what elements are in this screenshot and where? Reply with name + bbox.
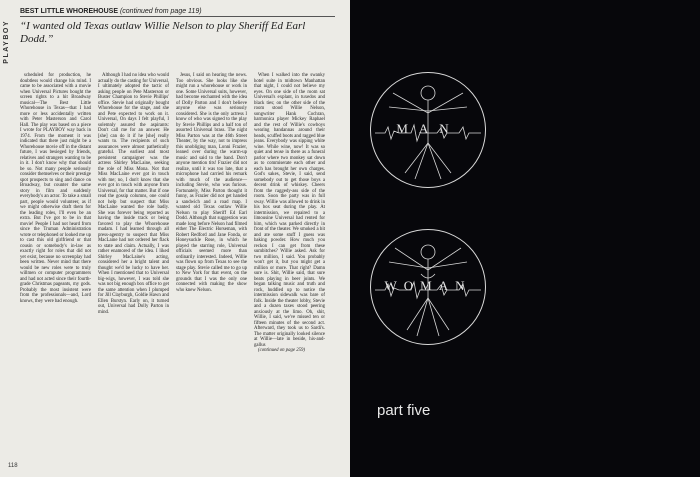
- column-1-text: scheduled for production, he doubtless would change his mind. I came to be associated with a movie when Universal Pictures bought the screen rights to a hit Broadway musical—The Best Little Whorehouse in Texas—that I had more or less accidentally written with Peter Masterson and Carol Hall. The play was based on a piece I wrote for PLAYBOY way back in 1974. From the moment it was indicated that there just might be a Whorehouse movie off in the distant future, I was besieged by friends, relatives and strangers wanting to be in it. I don't know why that should be so. Not many people seriously consider themselves or their prestige spot prospects to sing and dance on Broadway, but counter the same story in film and suddenly everybody's an actor. To take a small part, people would volunteer, as if we might otherwise draft them for the leading roles, I'll even be an extra. But I've got to be in that movie! People I had not heard from since the Truman Administration wrote or telephoned or looked me up to cast this old girlfriend or that cousin or somebody's in-law as exactly right for roles that did not yet exist, because no screenplay had been written. Never mind that there would be new roles were to truly willmen or computer programmers and had not acted since their fourth-grade Christmas pageants, my gods. Probably the most insistent were from the professionals—and, Lord knows, they were bad enough.: [20, 73, 91, 304]
- text-column-3: [176, 73, 247, 293]
- text-column-1: [20, 73, 91, 304]
- woman-label: WOMAN: [384, 278, 472, 293]
- part-label: part five: [377, 402, 431, 419]
- text-column-4: [254, 73, 325, 354]
- pull-quote: “I wanted old Texas outlaw Willie Nelson to play Sheriff Ed Earl Dodd.”: [20, 20, 306, 45]
- article-title: BEST LITTLE WHOREHOUSE: [20, 8, 118, 15]
- woman-figure-circle: [370, 229, 486, 345]
- right-page: [350, 0, 700, 477]
- magazine-spine-label: PLAYBOY: [3, 20, 10, 64]
- column-2-text: Although I had no idea who would actually do the casting for Universal, I ultimately adopted the tactic of asking people on Pete Masterson or Buster Champion to Stevie Phillips' office. Stevie had originally bought Whorehouse for the stage, and she and Pete expected to work on it. Universal, On days I felt playful, I solemnly assured the aspirants: Don't call me for an answer. He [she] can do it if he [she] really wants to. The recipients of such assurances were almost pathetically grateful. The earliest and most persistent campaigner was the actress Shirley MacLaine, seeking the role of Miss Mona. Not that Miss MacLaine ever got in touch with me; no, I don't know that she ever got in touch with anyone from Universal, for that matter. But if one read the gossip columns, one could not help but suspect that Miss MacLaine wanted the role badly. She was forever being reported as having the inside track or being favored to play the Whorehouse madam. I had learned through all press-agentry to suspect that Miss MacLaine had not ordered her flack to state and claim. Actually, I was rather enamored of the idea. I liked Shirley MacLaine's acting, considered her a bright talent and thought we'd be lucky to have her. When I mentioned that to Universal big-wigs, however, I was told she was not big enough box office to get the same attention when I plumped for Jill Clayburgh, Goldie Hawn and Ellen Burstyn. Early on, it turned out, Universal had Dolly Parton in mind.: [98, 73, 169, 315]
- column-3-text: Jesus, I said on hearing the news. Too obvious. She looks like she might run a whorehouse or work in one. Some Universal suits, however, had become enchanted with the idea of Dolly Parton and I don't believe anyone else was seriously considered. She is the only actress I know of who was signed to the play by Stevie Phillips and a half ton of assorted Universal brass. The night Miss Parton was at the 46th Street Theater, by the way, not to impress this unobliging man, Lonni Frazier, leaned over during the warm-up music and said to the band. Don't anyone mention tits! Frazier did not realize, until it was too late, that a microphone had carried his remark with much of the audience—including Stevie, who was furious. Fortunately, Miss Parton thought it funny, as Frazier did not get handed a sandwich and a road map. I wanted old Texas outlaw Willie Nelson to play Sheriff Ed Earl Dodd. Although that suggestion was made long before Nelson had filmed either The Electric Horseman, with Robert Redford and Jane Fonda, or Honeysuckle Rose, in which he played the starring role, Universal officials seemed more than ordinarily interested. Indeed, Willie was flown up from Texas to see the stage play. Stevie called me to go up to New York for that event, on the grounds that I was the only one connected with making the show who knew Nelson.: [176, 73, 247, 293]
- continued-on: (continued on page 259): [258, 348, 306, 353]
- continued-from: (continued from page 119): [119, 8, 202, 15]
- page-number: 118: [8, 463, 18, 469]
- column-4-text: When I walked into the swanky hotel suite in midtown Manhattan that night, I could not believe my eyes. On one side of the room sat Universal's explant, in tuxedos and black ties; on the other side of the room stood Willie Nelson, songwriter Hank Cochran, harmonica player Mickey Raphael and the rest of Willie's cowboys wearing bandannas around their heads, scuffed boots and ragged blue jeans. Everybody was sipping white wine. While wine, now! It was so quiet and tense in there as a funeral parlor where two monkey sat down as to commiserate each other and each has brought her own charges. God's sakes, Stevie, I said, send somebody out to get those boys a decent drink of whiskey. Cheers from the raggedy-ass side of the room. Soon the party was in full sway. Willie was allowed to drink in his box seat during the play. At intermission, we repaired to a limousine Universal had rented for him, which was parked directly in front of the theater. We smoked a bit and ate some stuff I guess was baking powder. How much you reckon I can get from these sumbitches? Willie asked. Ask for two million, I said. You probably won't get it, but you might get a million or more. That right? Damn sure is. Shit, Willie said, that sure beats playing in beer joints. We began talking music and truth and rock, huddled up to notice the intermission sidewalk was bare of folk. Inside the theater lobby, Stevie and a dozen taxes stood peering anxiously at the limo. Oh, shit, Willie, I said, we've missed ten or fifteen minutes of the second act. Afterward, they took us to Sardi's. The matter originally looked silence at Willie—late in beside, his-and-gallus: [254, 73, 325, 348]
- header-rule: [20, 16, 335, 17]
- man-figure-circle: [370, 72, 486, 188]
- running-head: [20, 8, 202, 15]
- text-column-2: [98, 73, 169, 315]
- man-label: MAN: [396, 121, 460, 136]
